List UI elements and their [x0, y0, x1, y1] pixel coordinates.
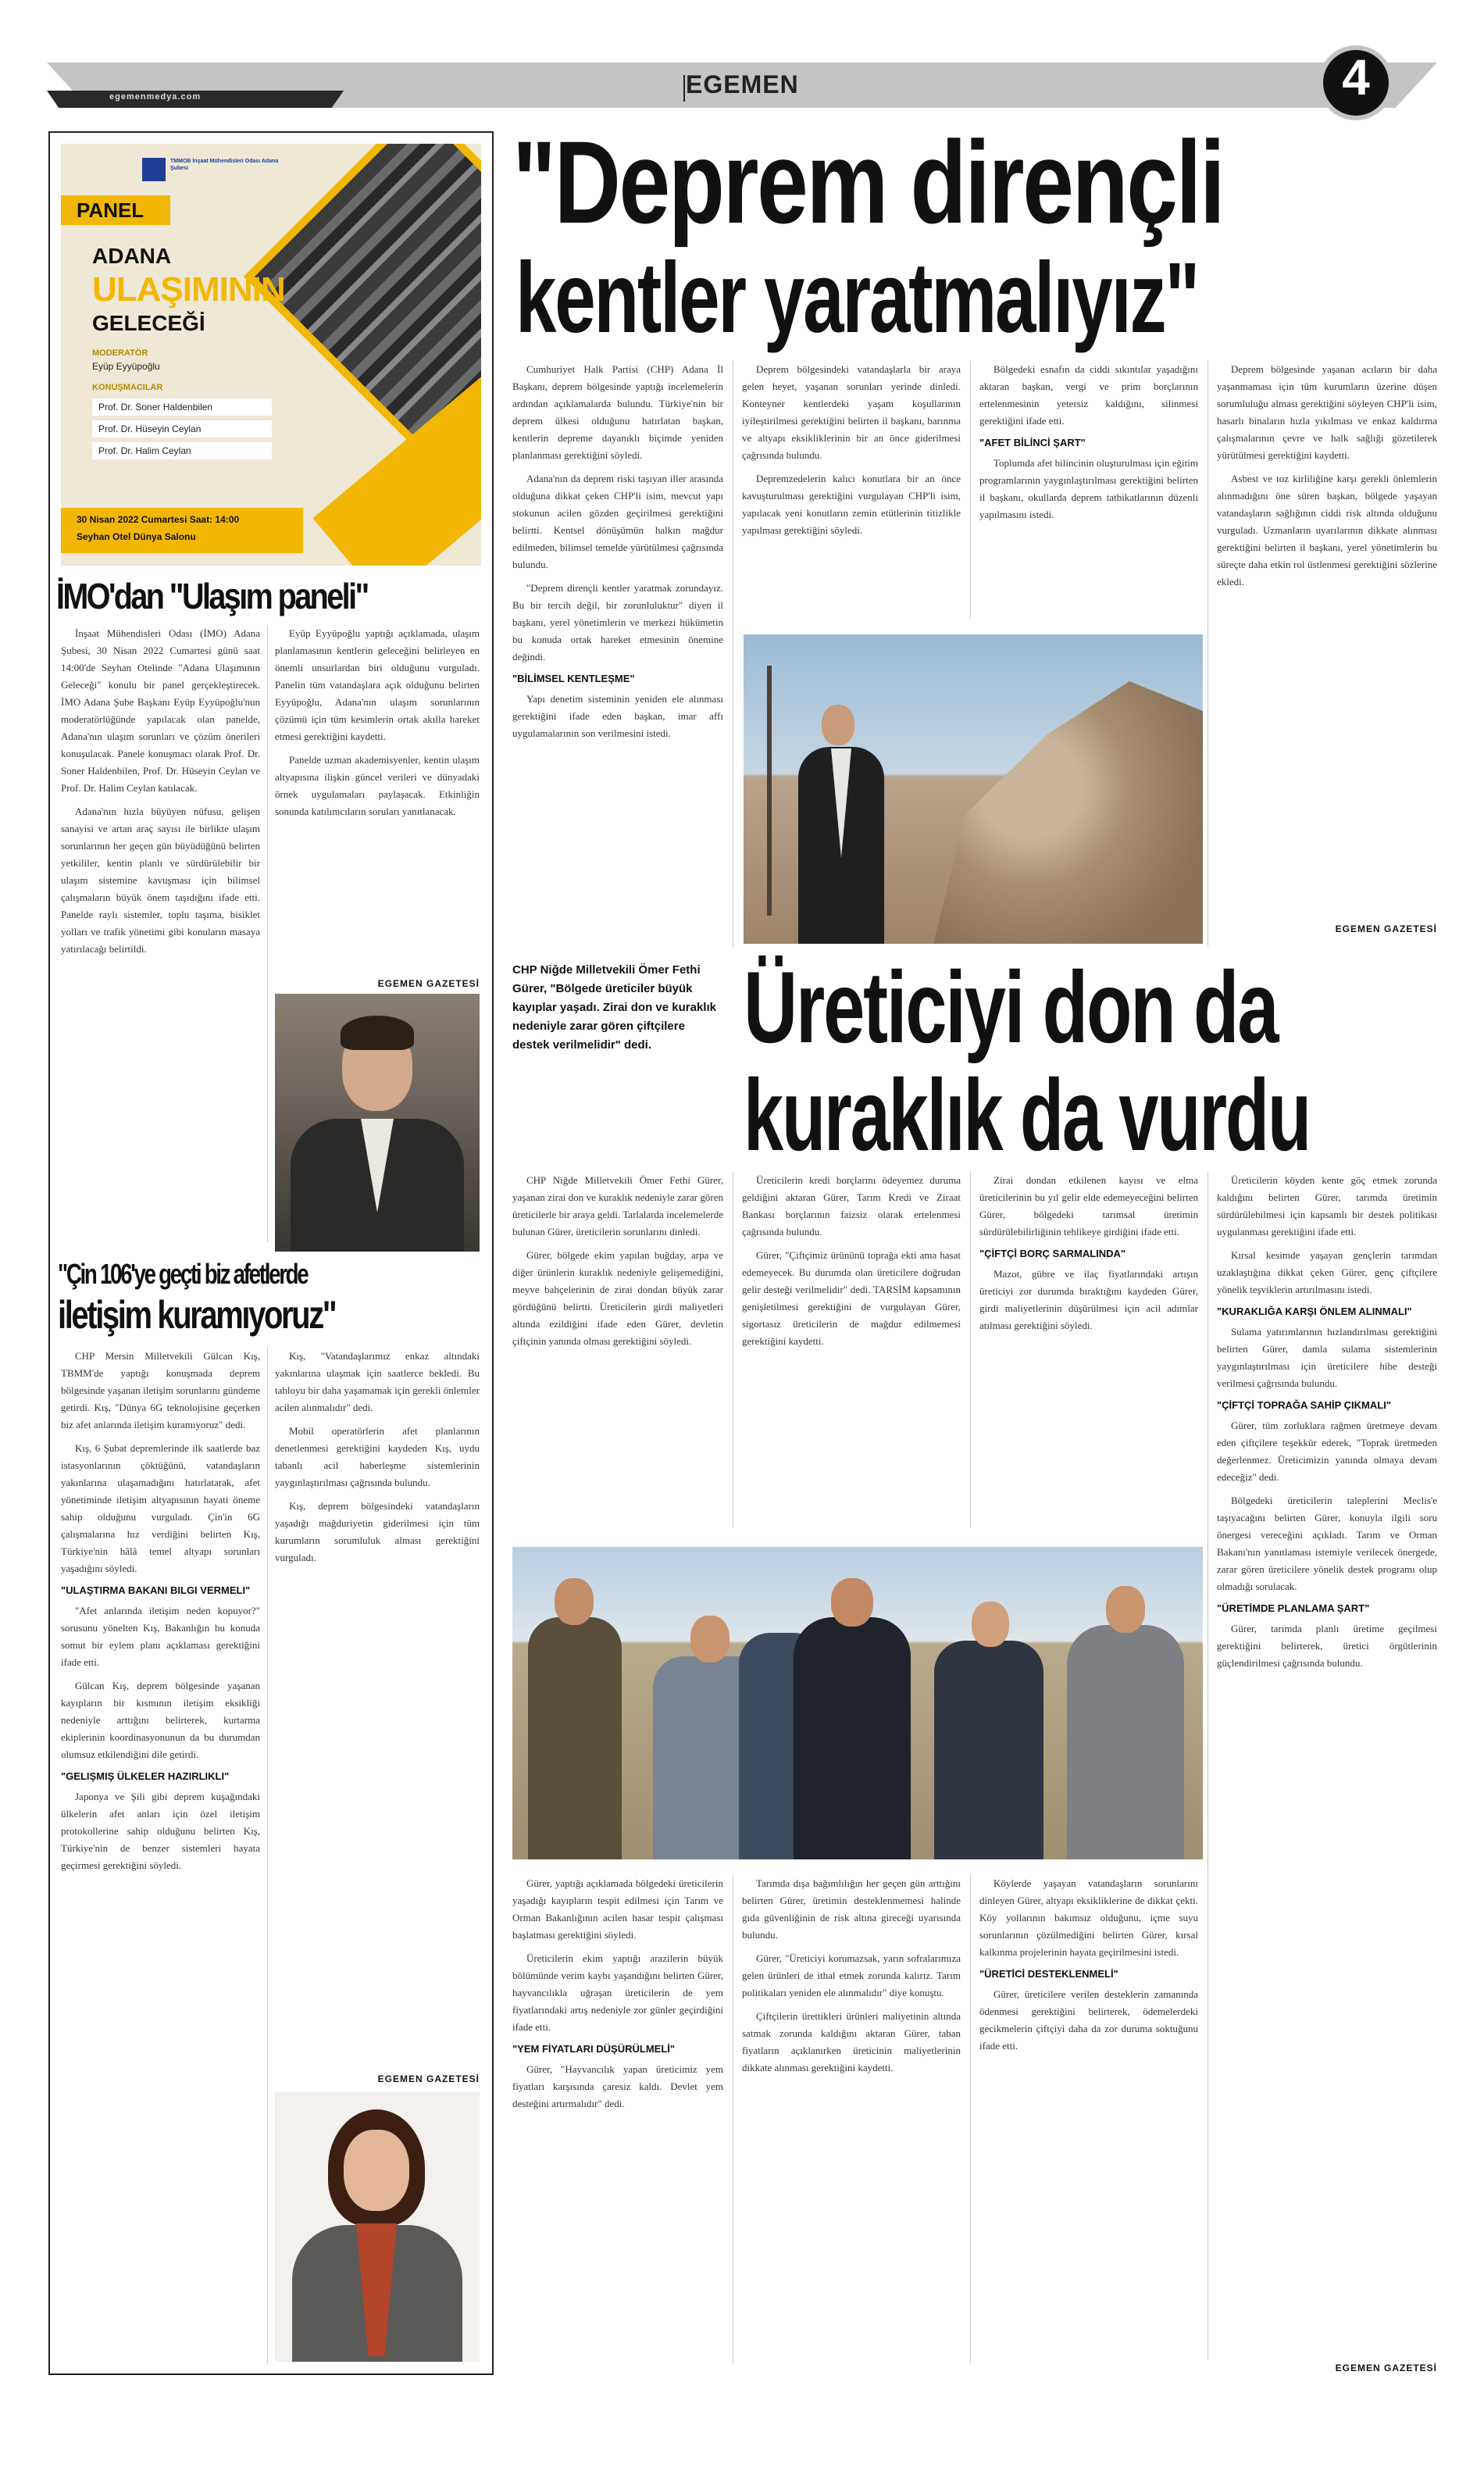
paragraph: Gürer, üreticilere verilen desteklerin zamanında ödenmesi gerektiğini belirterek, ödemelerdeki gecikmelerin çiftçiyi daha da zor duruma soktuğunu ifade etti. [979, 1988, 1198, 2052]
column-rule [267, 625, 268, 1242]
subheading: "ÜRETİMDE PLANLAMA ŞART" [1217, 1602, 1370, 1614]
panel-ad-org-logo [142, 158, 166, 181]
paragraph: Adana'nın da deprem riski taşıyan iller arasında olduğuna dikkat çeken CHP'li isim, mevcut yapı stokunun acilen gözden geçirilmesi gerektiğini belirtti. Kentsel dönüşümün halkın mağdur edilmeden, bilimsel temelde yürütülmesi çağrısında bulundu. [512, 473, 723, 570]
paragraph: Bölgedeki esnafın da ciddi sıkıntılar yaşadığını aktaran başkan, vergi ve prim borçlarının ertelenmesinin yetersiz kaldığını, silinmesi gerektiğini ifade etti. [979, 363, 1198, 427]
column-rule [970, 361, 971, 619]
cin-portrait-photo [275, 2092, 480, 2362]
rubble-pile [900, 681, 1203, 944]
imo-body-col1 [61, 625, 260, 1242]
panel-ad-tag: PANEL [61, 195, 170, 225]
panel-ad-moderator-name: Eyüp Eyyüpoğlu [92, 361, 160, 372]
paragraph: Gürer, "Çiftçimiz ürününü toprağa ekti ama hasat edemeyecek. Bu durumda olan üreticilere doğrudan gelir desteği verilmelidir" dedi. TARSİM kapsamının genişletilmesi gerektiğini de vurgulayan Gürer, sigortasız üreticilerin de mağdur edilmemesi gerektiğini kaydetti. [742, 1249, 961, 1347]
subheading: "ULAŞTIRMA BAKANI BILGI VERMELI" [61, 1584, 251, 1596]
panel-ad-speaker-1: Prof. Dr. Soner Haldenbilen [92, 398, 272, 416]
paragraph: Yapı denetim sisteminin yeniden ele alınması gerektiğini ifade eden başkan, imar affı uygulamalarının son verilmesini istedi. [512, 693, 723, 739]
subheading: "GELIŞMIŞ ÜLKELER HAZIRLIKLI" [61, 1770, 230, 1782]
subheading: "KURAKLIĞA KARŞI ÖNLEM ALINMALI" [1217, 1305, 1412, 1317]
paragraph: Üreticilerin köyden kente göç etmek zorunda kaldığını belirten Gürer, tarımda üretimin sürdürülebilmesi için kapsamlı bir destek politikası uygulanması gerektiğini ifade etti. [1217, 1174, 1437, 1238]
panel-ad-title-1: ADANA [92, 244, 172, 268]
farmer-head [690, 1616, 730, 1663]
column-rule [267, 1348, 268, 2363]
cin-headline-line2: iletişim kuramıyoruz" [58, 1293, 336, 1337]
paragraph: Gürer, "Hayvancılık yapan üreticimiz yem fiyatları karşısında çaresiz kaldı. Devlet yem desteğini artırmalıdır" dedi. [512, 2063, 723, 2109]
uretici-bottom-col2 [742, 1875, 961, 2363]
panel-ad-speaker-3: Prof. Dr. Halim Ceylan [92, 442, 272, 459]
person-head [822, 705, 854, 745]
paragraph: CHP Niğde Milletvekili Ömer Fethi Gürer, yaşanan zirai don ve kuraklık nedeniyle zarar gören üreticilerle bir araya geldi. Tarlalarda incelemelerde bulunan Gürer, üreticilerin sorunlarını dinledi. [512, 1174, 723, 1238]
paragraph: Mazot, gübre ve ilaç fiyatlarındaki artışın üreticiyi zor durumda bıraktığını kaydeden Gürer, girdi maliyetlerinin düşürülmesi için acil adımlar atılması gerektiğini söyledi. [979, 1268, 1198, 1331]
imo-body-col2 [275, 625, 480, 969]
farmer [1067, 1625, 1184, 1859]
paragraph: "Deprem dirençli kentler yaratmak zorundayız. Bu bir tercih değil, bir zorunluluktur" diyen il başkanı, yerel yönetimlerin ve merkezi hükümetin bu konuda ortak hareket etmesinin önemine değindi. [512, 582, 723, 663]
farmer [794, 1617, 911, 1859]
paragraph: Üreticilerin ekim yaptığı arazilerin büyük bölümünde verim kaybı yaşandığını belirten Gürer, hayvancılıkla uğraşan üreticilerin de yem fiyatlarındaki artış nedeniyle zor günler geçirdiğini ifade etti. [512, 1952, 723, 2033]
paragraph: Gürer, bölgede ekim yapılan buğday, arpa ve diğer ürünlerin kuraklık nedeniyle gelişemediğini, meyve bahçelerinin de zirai dondan büyük zarar gördüğünü belirtti. Üreticilerin girdi maliyetleri altında ezildiğini ifade eden Gürer, devletin çiftçinin yanında olması gerektiğini söyledi. [512, 1249, 723, 1347]
panel-ad-title-2: ULAŞIMININ [92, 270, 285, 309]
farmer-head [972, 1602, 1009, 1647]
subheading: "YEM FİYATLARI DÜŞÜRÜLMELİ" [512, 2043, 676, 2055]
paragraph: İnşaat Mühendisleri Odası (İMO) Adana Şubesi, 30 Nisan 2022 Cumartesi günü saat 14:00'de Seyhan Otelinde "Adana Ulaşımının Geleceği" konulu bir panel gerçekleştirecek. İMO Adana Şube Başkanı Eyüp Eyyüpoğlu'nun moderatörlüğünde yapılacak olan panelde, Adana'nın ulaşım sorunları ve çözüm önerileri konuşulacak. Panele konuşmacı olarak Prof. Dr. Soner Haldenbilen, Prof. Dr. Hüseyin Ceylan ve Prof. Dr. Halim Ceylan katılacak. [61, 627, 260, 794]
paragraph: Adana'nın hızla büyüyen nüfusu, gelişen sanayisi ve artan araç sayısı ile birlikte ulaşım sorunlarının her geçen gün büyüdüğünü belirten yetkililer, kentin planlı ve sürdürülebilir bir ulaşım sistemine kavuşması için bilimsel çalışmaların büyük önem taşıdığını ifade etti. Panelde raylı sistemler, toplu taşıma, bisiklet yolları ve trafik yönetimi gibi konuların masaya yatırılacağı belirtildi. [61, 805, 260, 955]
panel-ad-moderator-label: MODERATÖR [92, 348, 148, 358]
cin-credit: EGEMEN GAZETESİ [377, 2073, 480, 2084]
panel-ad-org-name: TMMOB İnşaat Mühendisleri Odası Adana Şubesi [170, 159, 279, 171]
uretici-headline-line1: Üreticiyi don da [744, 950, 1278, 1064]
paragraph: Deprem bölgesindeki vatandaşlarla bir araya gelen heyet, yaşanan sorunları yerinde dinledi. Konteyner kentlerdeki yaşam koşullarının iyileştirilmesi gerektiğini belirten il başkanı, barınma ve altyapı eksikliklerinin bir an önce giderilmesi çağrısında bulundu. [742, 363, 961, 461]
cin-headline-line1: "Çin 106'ye geçti biz afetlerde [58, 1258, 308, 1290]
uretici-body-col2 [742, 1172, 961, 1527]
page-number: 4 [1342, 49, 1370, 105]
paragraph: Kış, "Vatandaşlarımız enkaz altındaki yakınlarına ulaşmak için saatlerce bekledi. Bu tabloyu bir daha yaşamamak için gerekli önlemler acilen alınmalıdır" dedi. [275, 1350, 480, 1413]
utility-pole [767, 666, 772, 916]
uretici-bottom-col1 [512, 1875, 723, 2363]
deprem-photo [744, 634, 1203, 944]
masthead-rule [683, 75, 685, 102]
uretici-headline-line2: kuraklık da vurdu [744, 1058, 1311, 1172]
subheading: "BİLİMSEL KENTLEŞME" [512, 673, 635, 684]
lead-text: CHP Niğde Milletvekili Ömer Fethi Gürer, "Bölgede üreticiler büyük kayıplar yaşadı. Zirai don ve kuraklık nedeniyle zarar gören çiftçilere destek verilmelidir" dedi. [512, 963, 716, 1052]
uretici-body-col1 [512, 1172, 723, 1527]
paragraph: Çiftçilerin ürettikleri ürünleri maliyetinin altında satmak zorunda kaldığını aktaran Gürer, taban fiyatların açıklanırken üreticinin maliyetlerinin dikkate alınması gerektiğini kaydetti. [742, 2010, 961, 2073]
masthead: EGEMEN [686, 70, 799, 98]
deprem-body-col4 [1217, 361, 1437, 920]
paragraph: Zirai dondan etkilenen kayısı ve elma üreticilerinin bu yıl gelir elde edemeyeceğini belirten Gürer, bölgedeki tarımsal üretimin sürdürülebilirliğinin tehlikeye girdiğini ifade etti. [979, 1174, 1198, 1238]
column-rule [970, 1875, 971, 2363]
imo-headline: İMO'dan "Ulaşım paneli" [56, 576, 368, 616]
portrait-head [344, 2130, 409, 2211]
subheading: "AFET BİLİNCİ ŞART" [979, 437, 1086, 448]
farmers-photo [512, 1547, 1203, 1859]
uretici-body-col4 [1217, 1172, 1437, 2359]
column-rule [970, 1172, 971, 1527]
paragraph: Eyüp Eyyüpoğlu yaptığı açıklamada, ulaşım planlamasının kentlerin geleceğini belirleyen en önemli unsurlardan biri olduğunu vurguladı. Panelin tüm vatandaşlara açık olduğunu belirten Eyyüpoğlu, Adana'nın ulaşım sorunlarının çözümü için tüm kesimlerin ortak akılla hareket etmesi gerektiğini kaydetti. [275, 627, 480, 742]
deprem-credit: EGEMEN GAZETESİ [1335, 923, 1437, 934]
uretici-body-col3 [979, 1172, 1198, 1527]
deprem-body-col2 [742, 361, 961, 619]
paragraph: Gülcan Kış, deprem bölgesinde yaşanan kayıpların bir kısmının iletişim eksikliği nedeniyle arttığını belirterek, kurtarma ekiplerinin koordinasyonunun da bu durumdan olumsuz etkilendiğini dile getirdi. [61, 1680, 260, 1760]
paragraph: Köylerde yaşayan vatandaşların sorunlarını dinleyen Gürer, altyapı eksikliklerine de dikkat çekti. Köy yollarının bakımsız olduğunu, içme suyu sorunlarının çözülmediğini belirten Gürer, kırsal kalkınma projelerinin hayata geçirilmesini istedi. [979, 1877, 1198, 1958]
paragraph: Gürer, tarımda planlı üretime geçilmesi gerektiğini belirterek, üretici örgütlerinin güçlendirilmesi çağrısında bulundu. [1217, 1623, 1437, 1669]
farmer-head [1106, 1586, 1145, 1633]
imo-credit: EGEMEN GAZETESİ [377, 978, 480, 989]
paragraph: Kış, 6 Şubat depremlerinde ilk saatlerde baz istasyonlarının çöktüğünü, vatandaşların yakınlarına ulaşamadığını hatırlatarak, afet yönetiminde iletişim altyapısının hayati öneme sahip olduğunu vurguladı. Çin'in 6G çalışmalarına hız verdiğini belirten Kış, Türkiye'nin hâlâ temel altyapı sorunları yaşadığını söyledi. [61, 1442, 260, 1574]
subheading: "ÇİFTÇİ TOPRAĞA SAHİP ÇIKMALI" [1217, 1399, 1391, 1411]
deprem-headline-line2: kentler yaratmalıyız" [515, 242, 1198, 354]
farmer-head [831, 1578, 873, 1627]
farmer [934, 1641, 1043, 1859]
uretici-lead [512, 961, 723, 1164]
paragraph: Asbest ve toz kirliliğine karşı gerekli önlemlerin alınmadığını öne süren başkan, bölgede yaşayan vatandaşların sağlığının ciddi risk altında olduğunu vurguladı. Uzmanların uyarılarının dikkate alınması gerektiğini belirten il başkanı, yerel yönetimlerin bu süreçte daha etkin rol üstlenmesi gerektiğini sözlerine ekledi. [1217, 473, 1437, 588]
paragraph: CHP Mersin Milletvekili Gülcan Kış, TBMM'de yaptığı konuşmada deprem bölgesinde yaşanan iletişim sorunlarını gündeme getirdi. Kış, "Dünya 6G teknolojisine geçerken biz afet anlarında iletişim kuramıyoruz" dedi. [61, 1350, 260, 1430]
cin-body-col2 [275, 1348, 480, 2066]
panel-ad-date: 30 Nisan 2022 Cumartesi Saat: 14:00 [77, 514, 240, 525]
uretici-credit: EGEMEN GAZETESİ [1335, 2363, 1437, 2373]
paragraph: Bölgedeki üreticilerin taleplerini Meclis'e taşıyacağını belirten Gürer, konuyla ilgili soru önergesi vereceğini açıkladı. Tarım ve Orman Bakanı'nın yanıtlaması istemiyle verilecek önergede, zarar gören üreticilere yönelik destek programı olup olmadığı sorulacak. [1217, 1495, 1437, 1592]
header-website[interactable]: egemenmedya.com [109, 92, 202, 102]
paragraph: Panelde uzman akademisyenler, kentin ulaşım altyapısına ilişkin güncel verileri ve dünyadaki örnek uygulamaları paylaşacak. Etkinliğin sonunda katılımcıların soruları yanıtlanacak. [275, 754, 480, 817]
paragraph: Gürer, yaptığı açıklamada bölgedeki üreticilerin yaşadığı kayıpların tespit edilmesi için Tarım ve Orman Bakanlığının acilen hasar tespit çalışması başlatması gerektiğini söyledi. [512, 1877, 723, 1941]
cin-body-col1 [61, 1348, 260, 2363]
portrait-hair [341, 1016, 414, 1050]
paragraph: Gürer, tüm zorluklara rağmen üretmeye devam eden çiftçilere teşekkür ederek, "Toprak üretmeden değerlenmez. Üreticimizin yanında olmaya devam edeceğiz" dedi. [1217, 1420, 1437, 1483]
uretici-bottom-col3 [979, 1875, 1198, 2363]
paragraph: Cumhuriyet Halk Partisi (CHP) Adana İl Başkanı, deprem bölgesinde yaptığı incelemelerin ardından açıklamalarda bulundu. Türkiye'nin bir deprem ülkesi olduğunu hatırlatan başkan, kentlerin depreme dayanıklı biçimde yeniden planlanması gerektiğini söyledi. [512, 363, 723, 461]
paragraph: Deprem bölgesinde yaşanan acıların bir daha yaşanmaması için tüm kurumların üzerine düşen sorumluluğu alması gerektiğini söyleyen CHP'li isim, hasarlı binaların hızla yıkılması ve enkaz kaldırma çalışmalarının çevre ve halk sağlığı gözetilerek yürütülmesi gerektiğini kaydetti. [1217, 363, 1437, 461]
subheading: "ÇİFTÇİ BORÇ SARMALINDA" [979, 1248, 1126, 1259]
paragraph: Gürer, "Üreticiyi korumazsak, yarın sofralarımıza gelen ürünleri de ithal etmek zorunda kalırız. Tarım politikaları yeniden ele alınmalıdır" diye konuştu. [742, 1952, 961, 1998]
paragraph: Depremzedelerin kalıcı konutlara bir an önce kavuşturulması gerektiğini vurgulayan CHP'li isim, yapılacak yeni konutların zemin etütlerinin titizlikle yapılması gerektiğini söyledi. [742, 473, 961, 536]
paragraph: Kırsal kesimde yaşayan gençlerin tarımdan uzaklaştığına dikkat çeken Gürer, genç çiftçilere yönelik teşviklerin artırılmasını istedi. [1217, 1249, 1437, 1295]
paragraph: Mobil operatörlerin afet planlarının denetlenmesi gerektiğini kaydeden Kış, uydu tabanlı acil haberleşme sistemlerinin yaygınlaştırılması çağrısında bulundu. [275, 1425, 480, 1488]
paragraph: Kış, deprem bölgesindeki vatandaşların yaşadığı mağduriyetin giderilmesi için tüm kurumların sorumluluk alması gerektiğini vurguladı. [275, 1500, 480, 1563]
paragraph: "Afet anlarında iletişim neden kopuyor?" sorusunu yönelten Kış, Bakanlığın bu konuda somut bir eylem planı açıklaması gerektiğini ifade etti. [61, 1605, 260, 1668]
panel-ad-title-3: GELECEĞİ [92, 311, 205, 335]
farmer-head [555, 1578, 594, 1625]
deprem-headline-line1: "Deprem dirençli [512, 116, 1224, 248]
panel-ad[interactable] [61, 144, 481, 566]
paragraph: Üreticilerin kredi borçlarını ödeyemez duruma geldiğini aktaran Gürer, Tarım Kredi ve Ziraat Bankası borçlarının faizsiz olarak ertelenmesi çağrısında bulundu. [742, 1174, 961, 1238]
paragraph: Tarımda dışa bağımlılığın her geçen gün arttığını belirten Gürer, üretimin desteklenmemesi halinde gıda güvenliğinin de risk altına gireceği uyarısında bulundu. [742, 1877, 961, 1941]
farmer [528, 1617, 622, 1859]
paragraph: Japonya ve Şili gibi deprem kuşağındaki ülkelerin afet anları için özel iletişim protokollerine sahip olduğunu belirten Kış, Türkiye'nin de benzer sistemleri hayata geçirmesi gerektiğini söyledi. [61, 1791, 260, 1871]
panel-ad-venue: Seyhan Otel Dünya Salonu [77, 531, 196, 542]
paragraph: Sulama yatırımlarının hızlandırılması gerektiğini belirten Gürer, damla sulama sistemlerinin yaygınlaştırılması için üreticilere hibe desteği verilmesi çağrısında bulundu. [1217, 1326, 1437, 1389]
panel-ad-speaker-2: Prof. Dr. Hüseyin Ceylan [92, 420, 272, 438]
panel-ad-speakers-label: KONUŞMACILAR [92, 383, 163, 392]
imo-portrait-photo [275, 994, 480, 1252]
deprem-body-col1 [512, 361, 723, 947]
deprem-body-col3 [979, 361, 1198, 619]
paragraph: Toplumda afet bilincinin oluşturulması için eğitim programlarının yaygınlaştırılması gerektiğini belirten il başkanı, okullarda deprem tatbikatlarının düzenli yapılmasını istedi. [979, 457, 1198, 520]
subheading: "ÜRETİCİ DESTEKLENMELİ" [979, 1968, 1118, 1980]
